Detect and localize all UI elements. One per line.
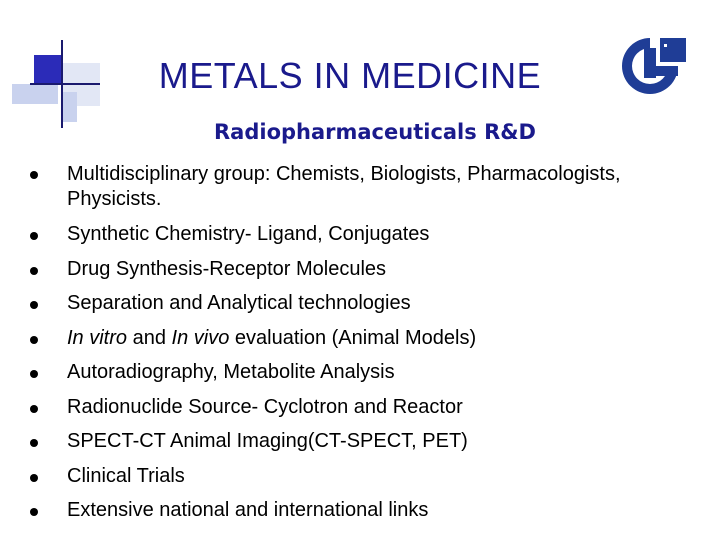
bullet-dot-icon	[30, 267, 38, 275]
bullet-item	[30, 424, 710, 459]
bullet-dot-icon	[30, 370, 38, 378]
bullet-text: Drug Synthesis-Receptor Molecules	[67, 257, 387, 280]
bullet-dot-icon	[30, 171, 38, 179]
bullet-item	[30, 252, 710, 287]
bullet-dot-icon	[30, 301, 38, 309]
bullet-dot-icon	[30, 474, 38, 482]
slide-subtitle: Radiopharmaceuticals R&D	[214, 120, 536, 144]
bullet-item	[30, 321, 710, 356]
bullet-dot-icon	[30, 232, 38, 240]
slide-title: METALS IN MEDICINE	[158, 55, 542, 96]
bullet-text: and	[127, 326, 172, 349]
institution-logo-icon	[618, 34, 690, 98]
bullet-text: Multidisciplinary group: Chemists, Biologists, Pharmacologists, Physicists.	[67, 163, 621, 210]
bullet-item	[30, 355, 710, 390]
bullet-list	[30, 158, 710, 528]
bullet-dot-icon	[30, 508, 38, 516]
bullet-text: Separation and Analytical technologies	[67, 292, 411, 314]
bullet-text: Extensive national and international links	[67, 499, 429, 521]
bullet-text: evaluation (Animal Models)	[229, 326, 477, 349]
bullet-text: Synthetic Chemistry- Ligand, Conjugates	[67, 223, 430, 245]
bullet-text: SPECT-CT Animal Imaging(CT-SPECT, PET)	[67, 430, 468, 452]
bullet-dot-icon	[30, 405, 38, 413]
bullet-text: Radionuclide Source- Cyclotron and Reactor	[67, 395, 463, 418]
bullet-item	[30, 217, 710, 252]
bullet-item	[30, 286, 710, 321]
bullet-text: Autoradiography, Metabolite Analysis	[67, 361, 395, 383]
bullet-item	[30, 493, 710, 528]
bullet-dot-icon	[30, 336, 38, 344]
bullet-item	[30, 459, 710, 494]
bullet-dot-icon	[30, 439, 38, 447]
bullet-text: Clinical Trials	[67, 464, 185, 487]
bullet-text: In vivo	[171, 326, 230, 349]
bullet-item	[30, 390, 710, 425]
bullet-item	[30, 158, 710, 217]
decorative-squares-graphic	[0, 0, 100, 130]
bullet-text: In vitro	[67, 326, 128, 349]
